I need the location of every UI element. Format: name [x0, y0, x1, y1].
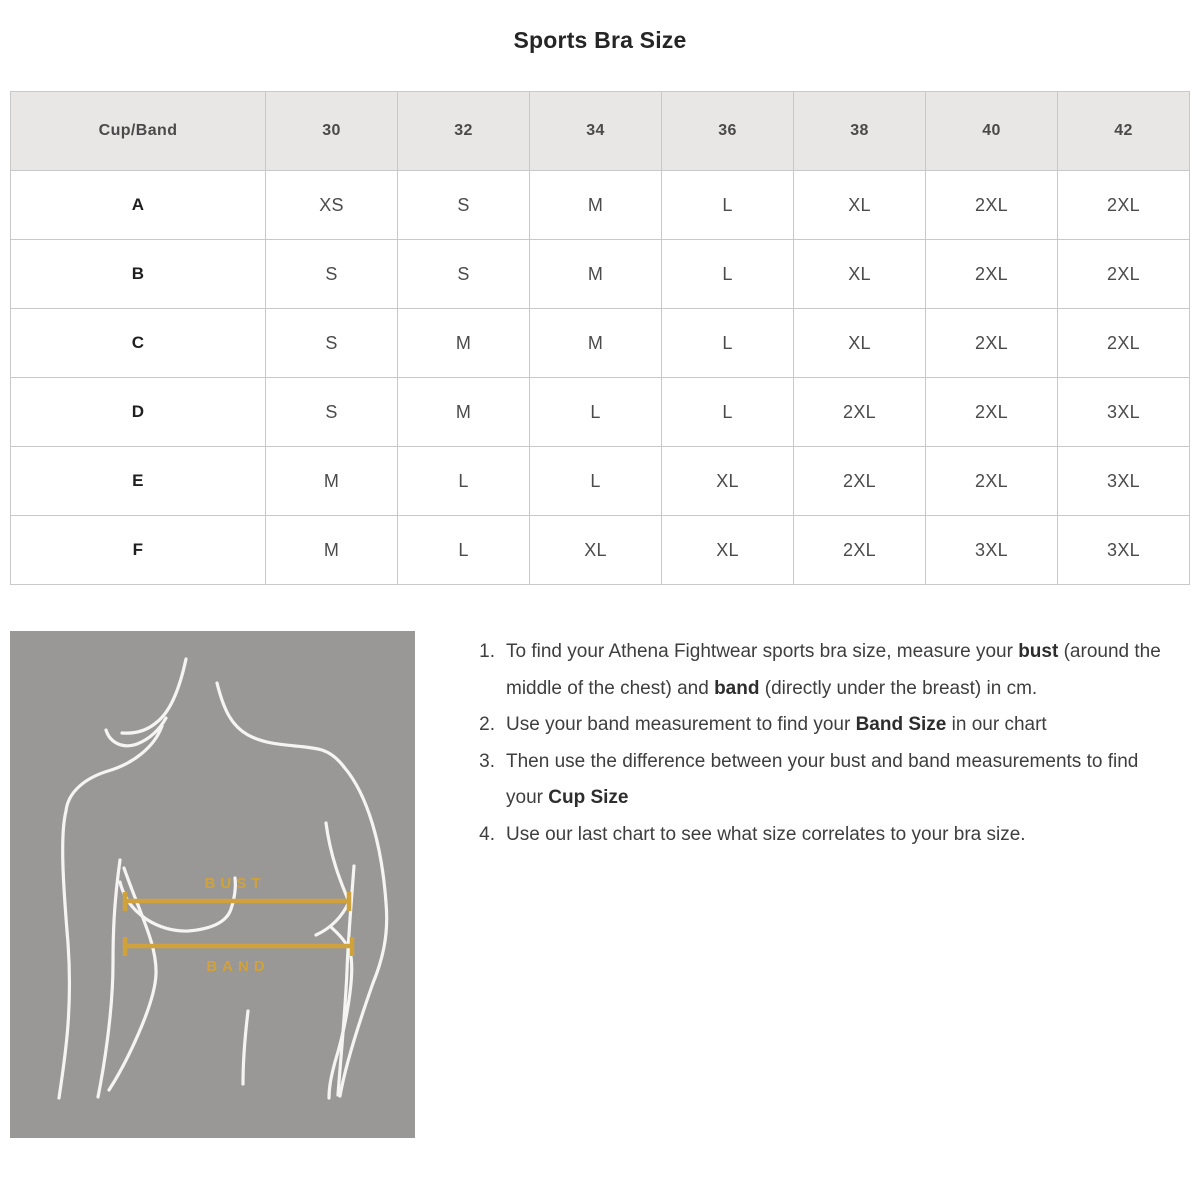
size-cell: 2XL — [794, 516, 926, 585]
size-cell: 2XL — [926, 240, 1058, 309]
instruction-step — [475, 634, 1175, 707]
bust-label: BUST — [204, 875, 266, 892]
step-text — [506, 707, 1175, 744]
size-cell: XL — [794, 240, 926, 309]
size-cell: XS — [266, 171, 398, 240]
text-segment: To find your Athena Fightwear sports bra size, measure your — [506, 641, 1019, 662]
size-cell: XL — [794, 309, 926, 378]
step-number: 4. — [479, 823, 495, 845]
size-cell: M — [266, 516, 398, 585]
instructions-list — [475, 631, 1175, 853]
bold-text-segment: band — [714, 677, 760, 699]
size-cell: M — [530, 171, 662, 240]
size-cell: M — [530, 309, 662, 378]
text-segment: Then use the difference between your bust and band measurements to find your — [506, 750, 1139, 808]
size-cell: S — [398, 171, 530, 240]
size-cell: M — [266, 447, 398, 516]
size-cell: L — [662, 171, 794, 240]
text-segment: Use your band measurement to find your — [506, 714, 856, 735]
size-cell: 3XL — [1058, 378, 1190, 447]
size-cell: 2XL — [926, 171, 1058, 240]
page-title: Sports Bra Size — [513, 27, 687, 53]
size-cell: XL — [794, 171, 926, 240]
size-cell: 2XL — [794, 447, 926, 516]
table-row — [11, 378, 1190, 447]
size-cell: L — [662, 309, 794, 378]
cup-row-label: A — [11, 171, 266, 240]
cup-row-label: B — [11, 240, 266, 309]
cup-row-label: F — [11, 516, 266, 585]
column-header-cup-band: Cup/Band — [11, 92, 266, 171]
size-cell: L — [398, 447, 530, 516]
step-number: 2. — [479, 714, 495, 735]
size-cell: XL — [662, 516, 794, 585]
size-cell: 2XL — [926, 309, 1058, 378]
size-cell: 2XL — [926, 447, 1058, 516]
cup-row-label: E — [11, 447, 266, 516]
size-cell: 2XL — [1058, 171, 1190, 240]
column-header-40: 40 — [926, 92, 1058, 171]
text-segment: (directly under the breast) in cm. — [759, 677, 1038, 699]
step-number: 3. — [479, 750, 495, 772]
bold-text-segment: bust — [1018, 641, 1059, 662]
instruction-step — [475, 744, 1175, 817]
text-segment: in our chart — [946, 714, 1047, 735]
instruction-step — [475, 707, 1175, 744]
size-cell: L — [662, 378, 794, 447]
size-cell: L — [530, 447, 662, 516]
table-row — [11, 447, 1190, 516]
size-cell: S — [266, 240, 398, 309]
table-header-row — [11, 92, 1190, 171]
table-row — [11, 240, 1190, 309]
column-header-38: 38 — [794, 92, 926, 171]
table-row — [11, 171, 1190, 240]
size-chart-table — [10, 91, 1190, 585]
size-cell: L — [662, 240, 794, 309]
size-cell: L — [530, 378, 662, 447]
table-row — [11, 516, 1190, 585]
step-text — [506, 744, 1175, 817]
text-segment: Use our last chart to see what size correlates to your bra size. — [506, 823, 1026, 845]
bold-text-segment: Cup Size — [548, 787, 629, 808]
size-cell: L — [398, 516, 530, 585]
column-header-32: 32 — [398, 92, 530, 171]
column-header-30: 30 — [266, 92, 398, 171]
measurement-lines — [125, 892, 352, 956]
size-cell: S — [266, 378, 398, 447]
size-cell: 2XL — [1058, 240, 1190, 309]
measurement-illustration — [10, 631, 415, 1138]
size-cell: XL — [662, 447, 794, 516]
step-text — [506, 634, 1175, 707]
size-cell: M — [530, 240, 662, 309]
instruction-step — [475, 817, 1175, 854]
column-header-42: 42 — [1058, 92, 1190, 171]
band-label: BAND — [206, 958, 270, 975]
cup-row-label: D — [11, 378, 266, 447]
size-cell: 3XL — [1058, 447, 1190, 516]
text-segment: (around the middle of the chest) and — [506, 641, 1161, 699]
step-number: 1. — [479, 641, 495, 662]
column-header-34: 34 — [530, 92, 662, 171]
table-row — [11, 309, 1190, 378]
size-cell: S — [266, 309, 398, 378]
size-cell: 3XL — [926, 516, 1058, 585]
size-cell: M — [398, 378, 530, 447]
size-cell: 2XL — [926, 378, 1058, 447]
size-cell: 3XL — [1058, 516, 1190, 585]
step-text — [506, 817, 1175, 854]
torso-line-art — [10, 631, 415, 1138]
bold-text-segment: Band Size — [855, 714, 947, 735]
measurement-section — [10, 631, 1190, 1138]
size-cell: 2XL — [794, 378, 926, 447]
cup-row-label: C — [11, 309, 266, 378]
size-cell: M — [398, 309, 530, 378]
column-header-36: 36 — [662, 92, 794, 171]
size-cell: 2XL — [1058, 309, 1190, 378]
size-cell: XL — [530, 516, 662, 585]
size-cell: S — [398, 240, 530, 309]
